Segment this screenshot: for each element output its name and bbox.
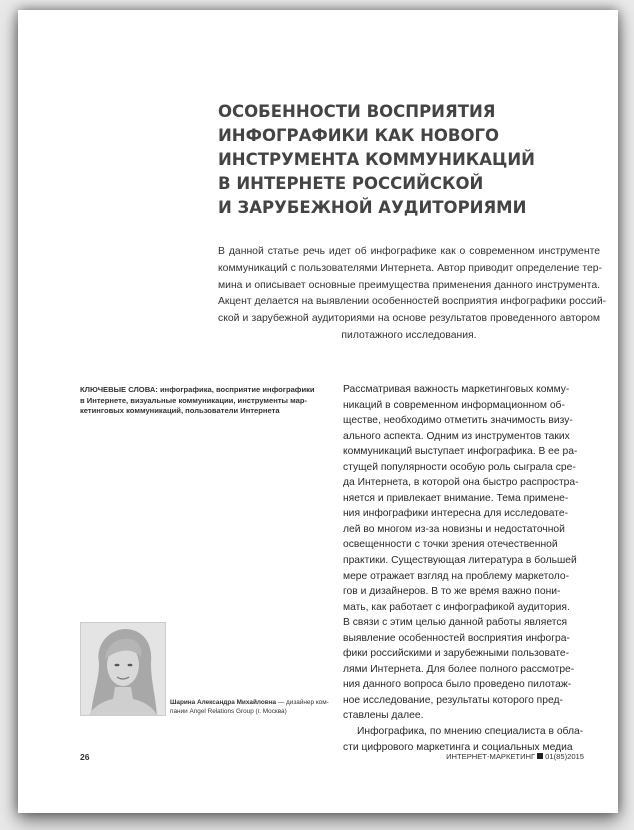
abstract-line: Акцент делается на выявлении особенностей восприятия инфографики россий- (218, 296, 607, 308)
title-line: И ЗАРУБЕЖНОЙ АУДИТОРИЯМИ (218, 198, 527, 217)
body-line: мать, как работает с инфографикой аудитория. (343, 601, 570, 613)
keywords-line: кетинговых коммуникаций, пользователи Интернета (80, 406, 280, 415)
title-line: ИНСТРУМЕНТА КОММУНИКАЦИЙ (218, 150, 535, 169)
journal-name: ИНТЕРНЕТ-МАРКЕТИНГ (446, 752, 536, 761)
body-line: да Интернета, в которой она быстро распростра- (343, 477, 579, 489)
title-line: ИНФОГРАФИКИ КАК НОВОГО (218, 126, 500, 145)
body-line: ния данного вопроса было проведено пилотаж- (343, 679, 572, 691)
title-line: В ИНТЕРНЕТЕ РОССИЙСКОЙ (218, 174, 484, 193)
body-line: стущей популярности особую роль сыграла сре- (343, 461, 576, 473)
square-bullet-icon (537, 753, 543, 759)
title-line: ОСОБЕННОСТИ ВОСПРИЯТИЯ (218, 102, 496, 121)
author-caption-line1 (170, 698, 330, 707)
body-line: коммуникаций выступает инфографика. В ее ра- (343, 446, 578, 458)
body-line: фики российскими и зарубежными пользовате- (343, 648, 570, 660)
abstract-line: мина и описывает основные преимущества применения данного инструмента. (218, 279, 600, 291)
body-line: ального аспекта. Одним из инструментов таких (343, 430, 570, 442)
keywords-line: в Интернете, визуальные коммуникации, инструменты мар- (80, 395, 308, 405)
body-line: ществе, необходимо отметить значимость визу- (343, 415, 573, 427)
keywords-line: КЛЮЧЕВЫЕ СЛОВА: инфографика, восприятие инфографики (80, 385, 315, 394)
body-line: лями Интернета. Для более полного рассмотре- (343, 663, 575, 675)
body-line: Рассматривая важность маркетинговых комму- (343, 384, 570, 395)
author-caption (170, 698, 330, 716)
body-line: ставлены далее. (343, 710, 424, 722)
article-body (343, 382, 603, 755)
author-desc-2: пании Angel Relations Group (г. Москва) (170, 708, 287, 715)
abstract-line: В данной статье речь идет об инфографике как о современном инструменте (218, 246, 600, 257)
body-line: ния инфографики интересна для исследовате- (343, 508, 569, 520)
body-line: няется и привлекает внимание. Тема примене- (343, 492, 569, 504)
abstract-line: ской и зарубежной аудиториями на основе результатов проведенного автором (218, 313, 600, 325)
journal-issue: 01(85)2015 (545, 752, 584, 761)
body-line: сти цифрового маркетинга и социальных медиа (343, 741, 573, 753)
article-abstract (218, 244, 607, 345)
body-line: никаций в современном информационном об- (343, 399, 565, 411)
body-line: выявление особенностей восприятия инфогра- (343, 632, 570, 644)
keywords-block (80, 385, 330, 417)
author-portrait-image (81, 623, 165, 715)
body-line: В связи с этим целью данной работы является (343, 617, 568, 629)
body-line: лей во многом из-за новизны и недостаточной (343, 523, 565, 535)
abstract-line: пилотажного исследования. (341, 329, 477, 341)
article-title (218, 100, 598, 220)
body-line: гов и дизайнеров. В то же время важно пони- (343, 586, 561, 598)
body-line: практики. Существующая литература в большей (343, 555, 577, 567)
page-number: 26 (80, 752, 90, 762)
body-line: мере отражает взгляд на проблему маркетоло- (343, 570, 570, 582)
author-name: Шарина Александра Михайловна (170, 699, 277, 706)
author-desc-1: — дизайнер ком- (276, 699, 329, 706)
author-photo (80, 622, 166, 716)
journal-page (18, 10, 618, 813)
body-line: ное исследование, результаты которого пред- (343, 694, 563, 706)
abstract-line: коммуникаций с пользователями Интернета. Автор приводит определение тер- (218, 262, 602, 274)
body-line: освещенности с точки зрения отечественной (343, 539, 558, 551)
journal-footer (446, 752, 584, 761)
body-line: Инфографика, по мнению специалиста в обла- (357, 726, 584, 738)
